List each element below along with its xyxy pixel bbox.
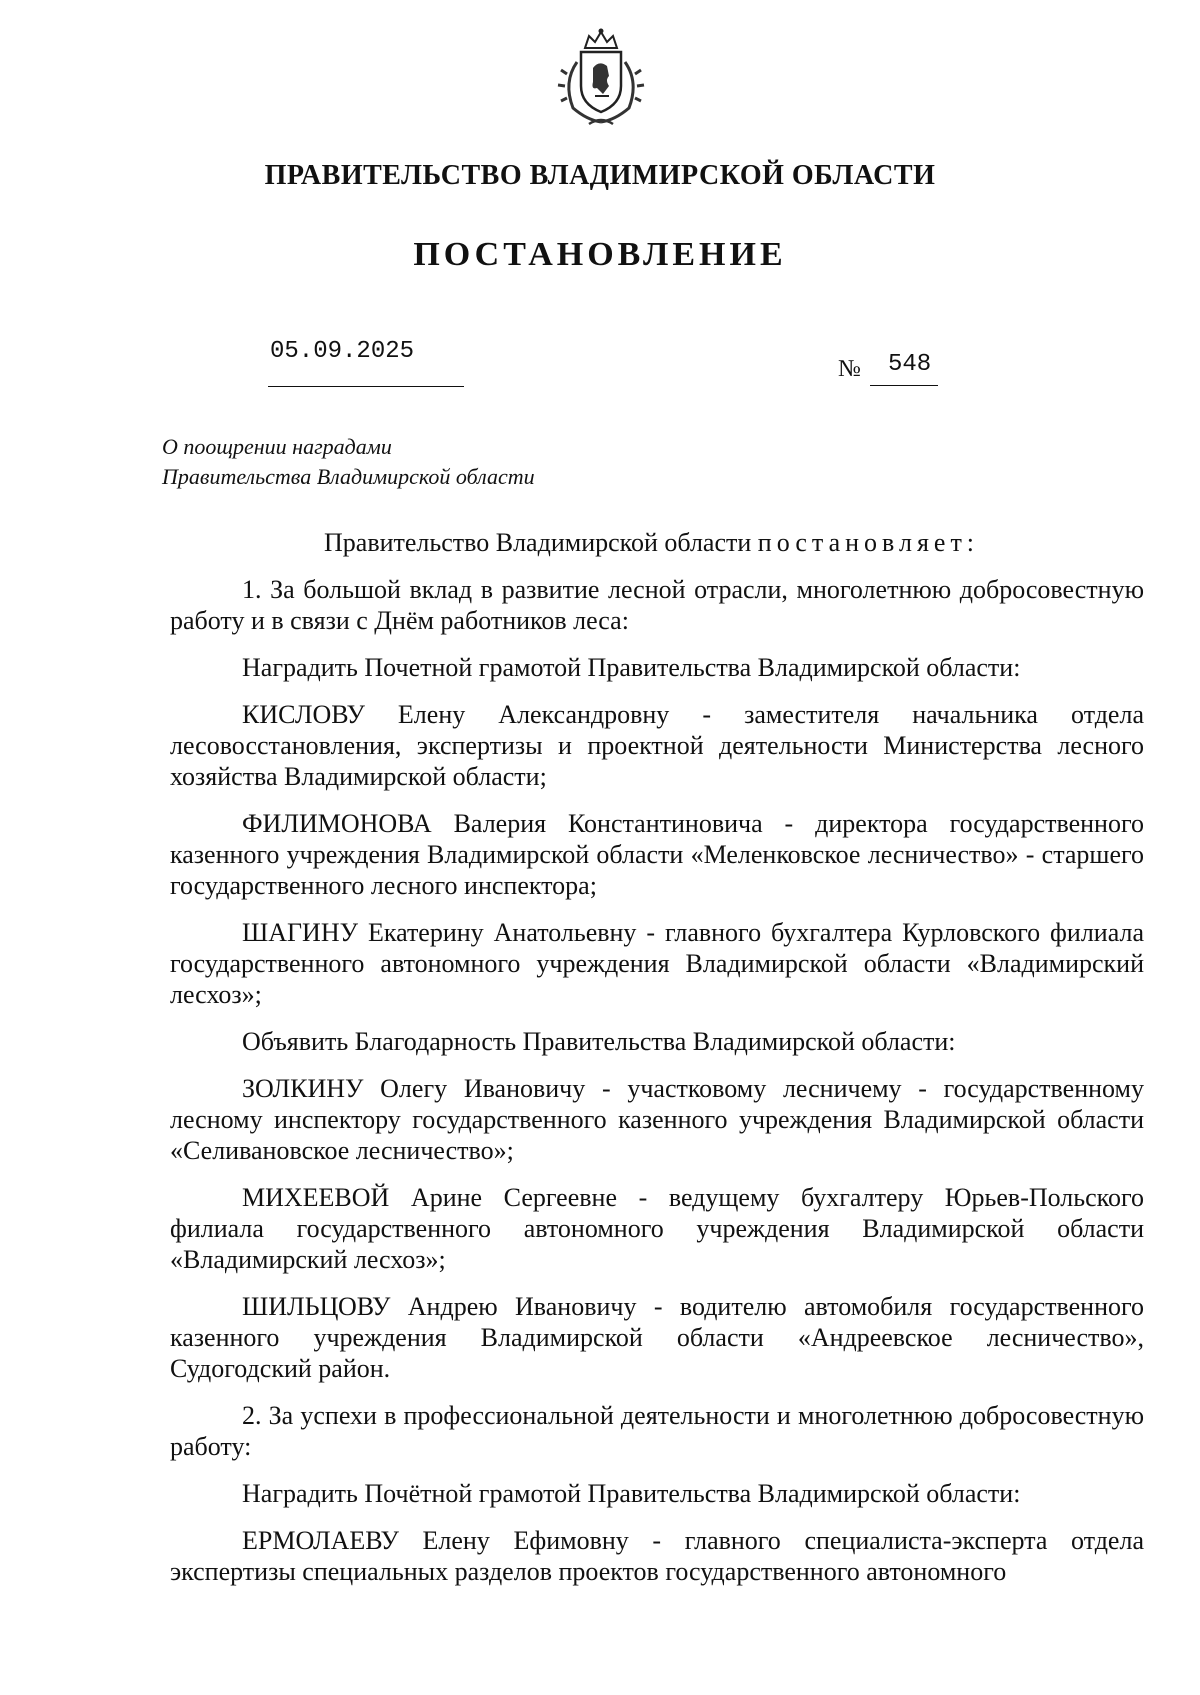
awardee-6: ШИЛЬЦОВУ Андрею Ивановичу - водителю автомобиля государственного казенного учреждения Владимирской области «Андреевское лесничество», Судогодский район.	[170, 1292, 1144, 1383]
award-heading-2: Объявить Благодарность Правительства Владимирской области:	[242, 1027, 956, 1056]
preamble-start: Правительство Владимирской области	[324, 528, 752, 557]
clause-1: 1. За большой вклад в развитие лесной отрасли, многолетнюю добросовестную работу и в связи с Днём работников леса:	[170, 575, 1144, 635]
date-underline	[268, 386, 464, 387]
award-heading-1: Наградить Почетной грамотой Правительства Владимирской области:	[242, 653, 1021, 682]
clause-2: 2. За успехи в профессиональной деятельности и многолетнюю добросовестную работу:	[170, 1401, 1144, 1461]
document-type: ПОСТАНОВЛЕНИЕ	[413, 236, 787, 273]
document-number: 548	[888, 351, 932, 378]
number-underline	[870, 385, 938, 386]
coat-of-arms-icon	[549, 28, 653, 128]
document-date: 05.09.2025	[270, 338, 415, 365]
preamble	[170, 527, 1144, 558]
awardee-3: ШАГИНУ Екатерину Анатольевну - главного бухгалтера Курловского филиала государственного автономного учреждения Владимирской области «Владимирский лесхоз»;	[170, 918, 1144, 1009]
preamble-verb: постановляет:	[757, 528, 980, 557]
number-sign: №	[838, 356, 861, 382]
awardee-4: ЗОЛКИНУ Олегу Ивановичу - участковому лесничему - государственному лесному инспектору государственного казенного учреждения Владимирской области «Селивановское лесничество»;	[170, 1074, 1144, 1165]
awardee-2: ФИЛИМОНОВА Валерия Константиновича - директора государственного казенного учреждения Владимирской области «Меленковское лесничество» - старшего государственного лесного инспектора;	[170, 809, 1144, 900]
award-heading-3: Наградить Почётной грамотой Правительства Владимирской области:	[242, 1479, 1021, 1508]
document-subject	[162, 432, 535, 492]
subject-line-2: Правительства Владимирской области	[162, 464, 535, 489]
organization-title: ПРАВИТЕЛЬСТВО ВЛАДИМИРСКОЙ ОБЛАСТИ	[264, 160, 936, 191]
awardee-5: МИХЕЕВОЙ Арине Сергеевне - ведущему бухгалтеру Юрьев-Польского филиала государственного автономного учреждения Владимирской области «Владимирский лесхоз»;	[170, 1183, 1144, 1274]
awardee-1: КИСЛОВУ Елену Александровну - заместителя начальника отдела лесовосстановления, экспертизы и проектной деятельности Министерства лесного хозяйства Владимирской области;	[170, 700, 1144, 791]
awardee-7: ЕРМОЛАЕВУ Елену Ефимовну - главного специалиста-эксперта отдела экспертизы специальных разделов проектов государственного автономного	[170, 1526, 1144, 1586]
subject-line-1: О поощрении наградами	[162, 434, 392, 459]
document-body	[170, 527, 1144, 1603]
